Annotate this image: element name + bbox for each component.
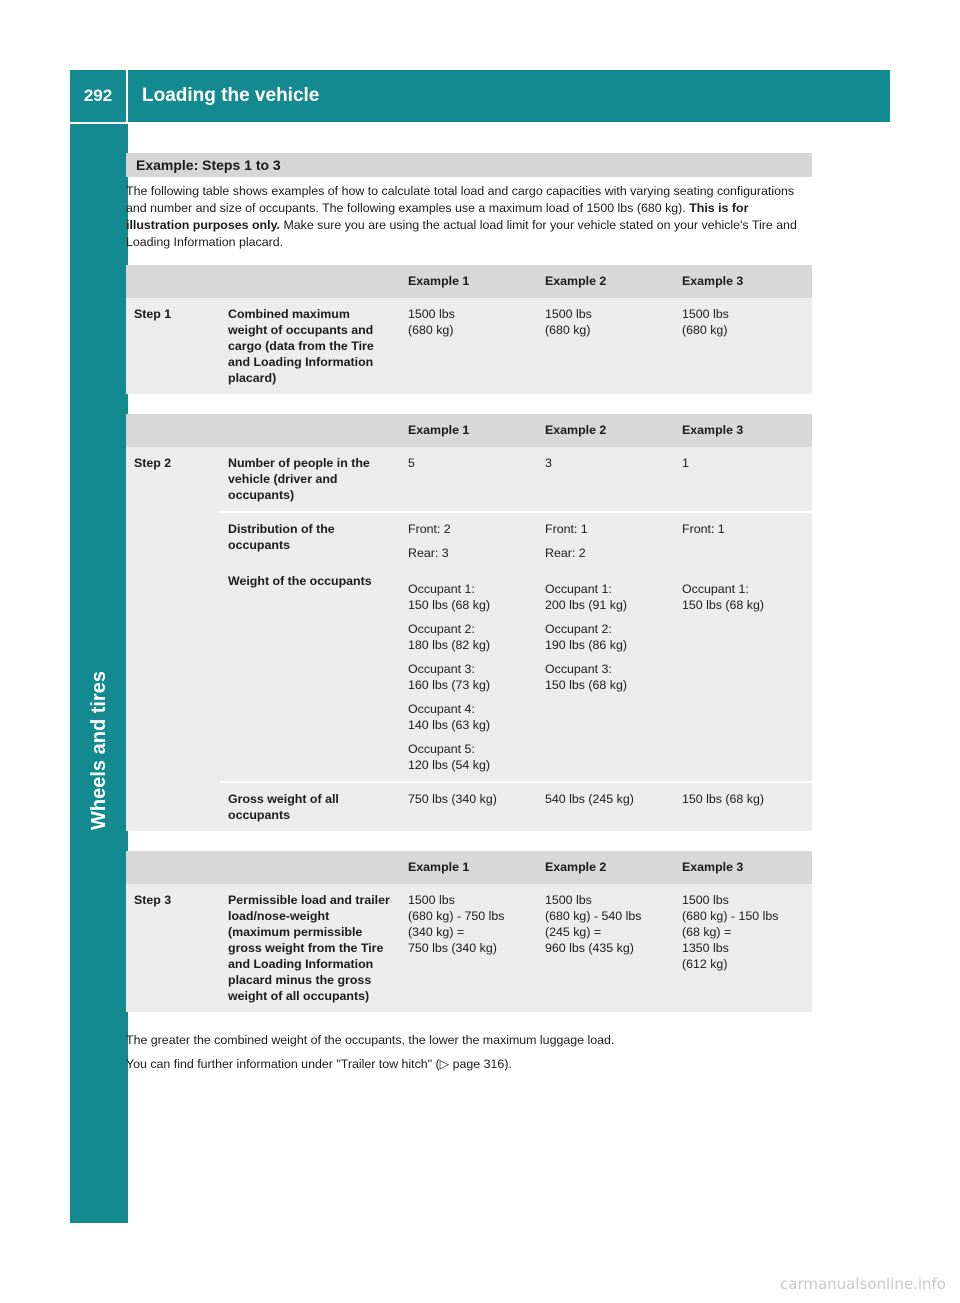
intro-text: The following table shows examples of how to calculate total load and cargo capacities with varying seating configurations and number and size of occupants. The following examples use a maximum load of 1500 lbs (680 kg). [126, 184, 795, 215]
side-tab-label: Wheels and tires [87, 670, 110, 830]
example-3-cell: 1500 lbs (680 kg) - 150 lbs (68 kg) = 1350 lbs (612 kg) [674, 884, 812, 1012]
example-1-cell: Front: 2 Rear: 3 Occupant 1: 150 lbs (68 kg) Occupant 2: 180 lbs (82 kg) Occupant 3: 160 lbs (73 kg) Occupant 4: 140 lbs (63 kg) Occupant 5: 120 lbs (54 kg) [400, 512, 537, 782]
row-label: Permissible load and trailer load/nose-weight (maximum permissible gross weight from the Tire and Loading Information placard minus the gross weight of all occupants) [220, 884, 400, 1012]
intro-bold: This is for illustration purposes only. [126, 201, 749, 232]
header-cell [126, 851, 220, 884]
table-header-row [126, 265, 812, 298]
step3-table [126, 851, 812, 1012]
example-1-cell: 750 lbs (340 kg) [400, 782, 537, 831]
example-1-cell: 1500 lbs (680 kg) [400, 298, 537, 394]
page-header [70, 70, 890, 122]
outro [126, 1032, 812, 1073]
example-3-cell: 1 [674, 447, 812, 512]
header-example-2: Example 2 [537, 265, 674, 298]
outro-line-2[interactable]: You can find further information under "Trailer tow hitch" (▷ page 316). [126, 1057, 512, 1071]
header-cell [220, 851, 400, 884]
intro-paragraph [126, 183, 812, 251]
table-row [126, 298, 812, 394]
example-2-cell: 1500 lbs (680 kg) - 540 lbs (245 kg) = 960 lbs (435 kg) [537, 884, 674, 1012]
row-label: Distribution of the occupants Weight of the occupants [220, 512, 400, 782]
example-1-cell: 1500 lbs (680 kg) - 750 lbs (340 kg) = 750 lbs (340 kg) [400, 884, 537, 1012]
header-example-3: Example 3 [674, 265, 812, 298]
header-cell [220, 414, 400, 447]
intro-tail: Make sure you are using the actual load limit for your vehicle stated on your vehicle's Tire and Loading Information placard. [126, 218, 797, 249]
header-example-2: Example 2 [537, 414, 674, 447]
header-cell [126, 414, 220, 447]
section-title: Example: Steps 1 to 3 [126, 153, 812, 177]
header-example-1: Example 1 [400, 851, 537, 884]
table-header-row [126, 414, 812, 447]
table-row [126, 447, 812, 512]
header-example-3: Example 3 [674, 414, 812, 447]
header-cell [126, 265, 220, 298]
outro-line-1: The greater the combined weight of the occupants, the lower the maximum luggage load. [126, 1033, 615, 1047]
step-label: Step 1 [126, 298, 220, 394]
header-example-1: Example 1 [400, 414, 537, 447]
example-2-cell: 540 lbs (245 kg) [537, 782, 674, 831]
watermark: carmanualsonline.info [780, 1275, 946, 1293]
table-row [126, 884, 812, 1012]
table-row [126, 512, 812, 782]
step1-table [126, 265, 812, 394]
example-1-cell: 5 [400, 447, 537, 512]
example-2-cell: 1500 lbs (680 kg) [537, 298, 674, 394]
header-example-3: Example 3 [674, 851, 812, 884]
step-label: Step 2 [126, 447, 220, 831]
step-label: Step 3 [126, 884, 220, 1012]
row-label: Combined maximum weight of occupants and cargo (data from the Tire and Loading Information placard) [220, 298, 400, 394]
side-tab-label-wrap [70, 630, 128, 870]
content [126, 153, 812, 1080]
header-cell [220, 265, 400, 298]
step2-table [126, 414, 812, 831]
row-label: Gross weight of all occupants [220, 782, 400, 831]
header-example-2: Example 2 [537, 851, 674, 884]
example-3-cell: Front: 1 Occupant 1: 150 lbs (68 kg) [674, 512, 812, 782]
example-3-cell: 150 lbs (68 kg) [674, 782, 812, 831]
table-row [126, 782, 812, 831]
row-label: Number of people in the vehicle (driver and occupants) [220, 447, 400, 512]
example-3-cell: 1500 lbs (680 kg) [674, 298, 812, 394]
table-header-row [126, 851, 812, 884]
page-number: 292 [70, 70, 128, 122]
header-example-1: Example 1 [400, 265, 537, 298]
example-2-cell: Front: 1 Rear: 2 Occupant 1: 200 lbs (91 kg) Occupant 2: 190 lbs (86 kg) Occupant 3: 150 lbs (68 kg) [537, 512, 674, 782]
page-title: Loading the vehicle [142, 85, 320, 106]
example-2-cell: 3 [537, 447, 674, 512]
